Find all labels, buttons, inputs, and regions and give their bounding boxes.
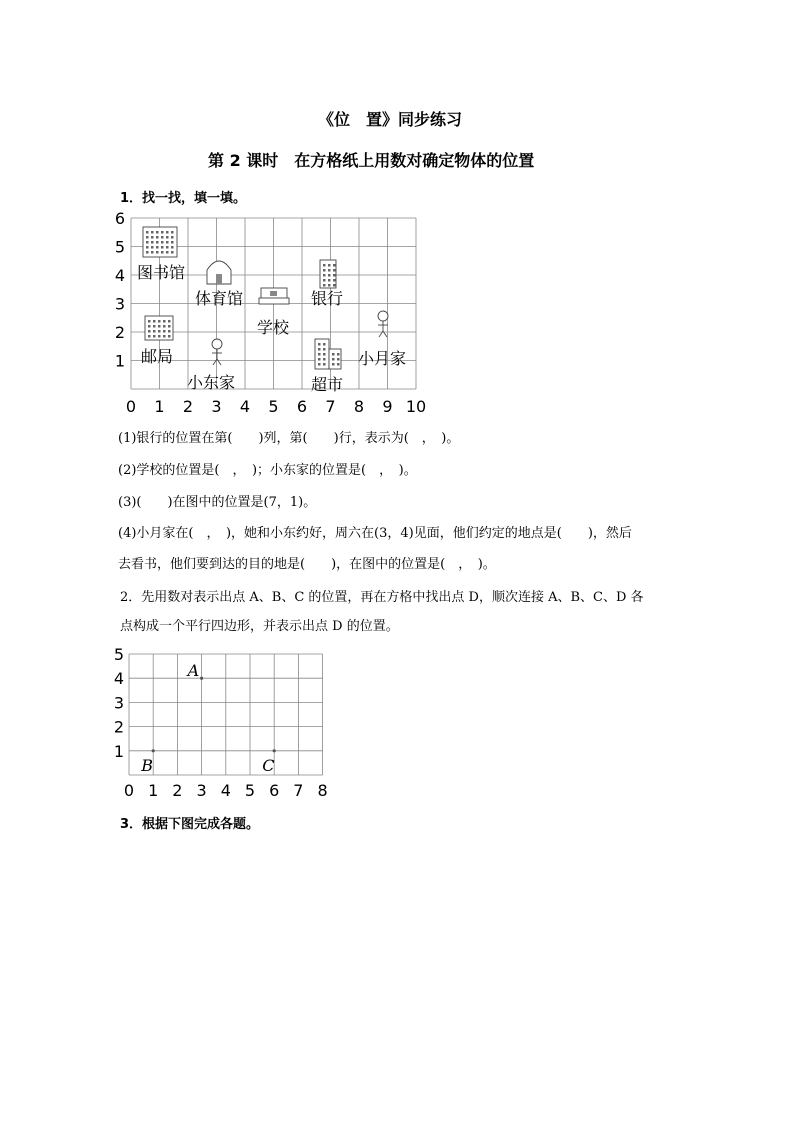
page-title: 《位 置》同步练习	[318, 110, 463, 129]
y-tick-label: 4	[115, 266, 125, 285]
point-b	[152, 749, 155, 752]
place-label: 邮局	[141, 347, 174, 366]
question-3-heading: 3．根据下图完成各题。	[120, 817, 260, 832]
x-tick-label: 8	[353, 397, 365, 412]
post-office-building-icon	[145, 316, 173, 340]
x-tick-label: 4	[239, 397, 251, 412]
x-tick-label: 5	[244, 781, 256, 798]
point-c	[273, 749, 276, 752]
stadium-building-icon	[207, 261, 231, 284]
x-tick-label: 5	[268, 397, 279, 412]
q2-line-1: 2．先用数对表示出点 A、B、C 的位置，再在方格中找出点 D，顺次连接 A、B、C、D 各	[120, 590, 644, 605]
supermarket-building-icon	[315, 339, 329, 369]
library-building-icon	[143, 227, 177, 257]
place-label: 体育馆	[195, 289, 244, 308]
y-tick-label: 3	[113, 693, 124, 713]
lesson-subtitle: 第 2 课时 在方格纸上用数对确定物体的位置	[208, 151, 535, 170]
place-label: 小东家	[187, 373, 236, 392]
point-label-a: A	[187, 661, 200, 681]
x-tick-label: 10	[405, 397, 427, 412]
y-tick-label: 1	[113, 741, 124, 761]
x-tick-label: 0	[125, 397, 137, 412]
y-tick-label: 2	[113, 717, 124, 737]
y-tick-label: 1	[115, 351, 125, 371]
place-label: 银行	[311, 289, 344, 308]
x-tick-label: 6	[296, 397, 308, 412]
x-tick-label: 7	[293, 781, 304, 798]
x-tick-label: 1	[148, 781, 159, 798]
y-tick-label: 6	[115, 212, 125, 228]
y-tick-label: 5	[113, 645, 124, 664]
supermarket-building-icon	[329, 349, 341, 369]
x-tick-label: 8	[317, 781, 328, 798]
point-a	[200, 677, 203, 680]
x-tick-label: 2	[172, 781, 183, 798]
x-tick-label: 6	[269, 781, 280, 798]
x-tick-label: 4	[220, 781, 231, 798]
y-tick-label: 2	[115, 323, 125, 342]
q1-line-3: (3)( )在图中的位置是(7，1)。	[118, 495, 317, 510]
place-label: 图书馆	[137, 263, 186, 282]
x-tick-label: 2	[182, 397, 194, 412]
q2-coordinate-grid	[112, 643, 342, 798]
place-label: 超市	[311, 375, 344, 394]
y-tick-label: 4	[113, 669, 124, 689]
question-1-heading: 1．找一找，填一填。	[120, 191, 247, 206]
place-label: 学校	[257, 318, 290, 337]
y-tick-label: 5	[115, 237, 125, 257]
q1-location-grid	[115, 212, 435, 412]
girl-figure-icon	[378, 311, 388, 337]
q2-line-2: 点构成一个平行四边形，并表示出点 D 的位置。	[120, 619, 399, 634]
q1-line-1: (1)银行的位置在第( )列，第( )行，表示为( ， )。	[118, 431, 460, 446]
x-tick-label: 9	[382, 397, 393, 412]
point-label-c: C	[262, 755, 275, 775]
q1-line-4: (4)小月家在( ， )，她和小东约好，周六在(3，4)见面，他们约定的地点是( )，然后	[118, 526, 632, 541]
x-tick-label: 3	[211, 397, 222, 412]
school-building-icon	[259, 288, 289, 304]
boy-figure-icon	[212, 339, 222, 365]
point-label-b: B	[141, 755, 153, 775]
y-tick-label: 3	[115, 294, 125, 314]
x-tick-label: 7	[325, 397, 336, 412]
x-tick-label: 0	[123, 781, 135, 798]
q1-line-2: (2)学校的位置是( ， )；小东家的位置是( ， )。	[118, 463, 417, 478]
x-tick-label: 1	[154, 397, 165, 412]
q1-line-5: 去看书，他们要到达的目的地是( )，在图中的位置是( ， )。	[118, 557, 496, 572]
bank-building-icon	[320, 260, 336, 288]
x-tick-label: 3	[196, 781, 207, 798]
place-label: 小月家	[358, 349, 407, 368]
